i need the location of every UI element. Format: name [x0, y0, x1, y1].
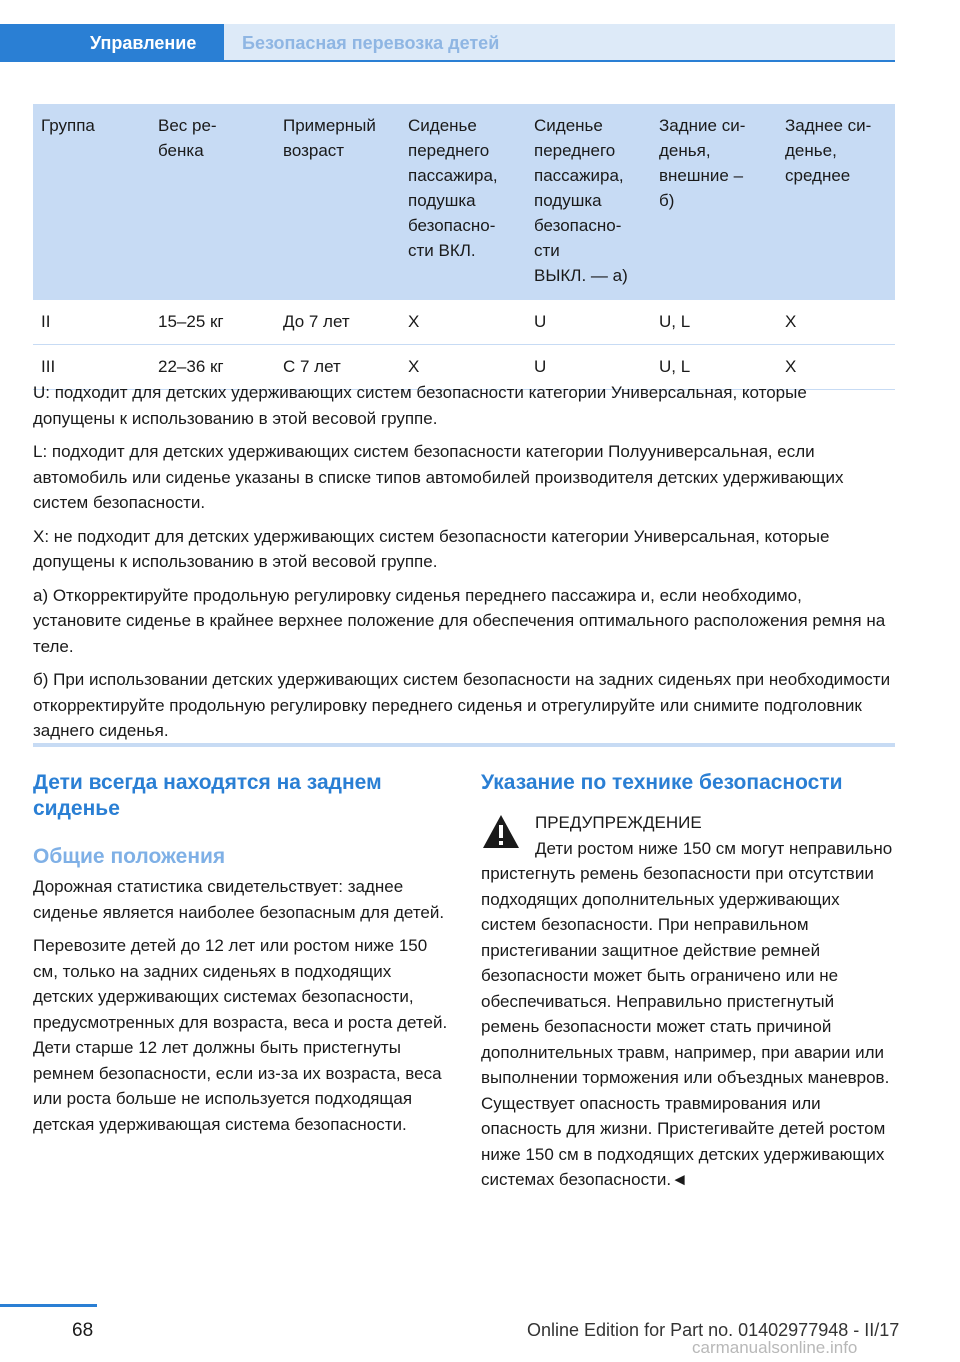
- table-cell: X: [400, 300, 526, 345]
- section-heading: Дети всегда находятся на заднем сиденье: [33, 771, 382, 820]
- warning-text: Дети ростом ниже 150 см могут неправильно пристегнуть ремень безопасности при отсутствии подходящих дополнительных удерживающих систем безопасности. При неправильном пристегивании защитное действие ремней безопасности может быть ограничено или не обеспечиваться. Неправильно пристегнутый ремень безопасности может стать причиной дополнительных травм, например, при аварии или выполнении торможения или объездных маневров. Существует опасность травмирования или опасность для жизни. Пристегивайте детей ростом ниже 150 см в подходящих детских удерживающих системах безопасности.◄: [481, 838, 893, 1189]
- table-cell: X: [400, 345, 526, 390]
- table-cell: 22–36 кг: [150, 345, 275, 390]
- footer-rule: [0, 1304, 97, 1307]
- watermark: carmanualsonline.info: [692, 1338, 858, 1357]
- paragraph: Перевозите детей до 12 лет или ростом ниже 150 см, только на задних сиденьях в подходящих детских удерживающих системах безопасности, предусмотренных для возраста, веса и роста детей. Дети старше 12 лет должны быть пристегнуты ремнем безопасности, если из-за их возраста, веса или роста больше не используется подходящая детская удерживающая система безопасности.: [33, 936, 448, 1134]
- warning-title: ПРЕДУПРЕЖДЕНИЕ: [535, 813, 702, 832]
- table-header-cell: Вес ре- бенка: [150, 104, 275, 300]
- table-row: [33, 300, 895, 345]
- table-cell: До 7 лет: [275, 300, 400, 345]
- header-divider: [0, 60, 895, 62]
- note-x: X: не подходит для детских удерживающих систем безопасности категории Универсальная, которые допущены к использованию в этой весовой группе.: [33, 526, 830, 571]
- note-u: U: подходит для детских удерживающих систем безопасности категории Универсальная, которые допущены к использованию в этой весовой группе.: [33, 383, 807, 428]
- table-header-cell: Задние си- денья, внешние – б): [651, 104, 777, 300]
- warning-triangle-icon: [481, 812, 521, 852]
- table-header-cell: Группа: [33, 104, 150, 300]
- table-cell: X: [777, 300, 895, 345]
- table-cell: U, L: [651, 300, 777, 345]
- child-seat-table: [33, 104, 895, 390]
- edition-text: Online Edition for Part no. 01402977948 - II/17: [527, 1320, 900, 1340]
- table-cell: II: [33, 300, 150, 345]
- section-divider: [33, 743, 895, 747]
- warning-block: [481, 810, 896, 1193]
- page-header: [0, 0, 960, 62]
- paragraph: Дорожная статистика свидетельствует: заднее сиденье является наиболее безопасным для детей.: [33, 877, 445, 922]
- table-cell: U: [526, 300, 651, 345]
- subsection-heading: Общие положения: [33, 845, 226, 868]
- right-column: [481, 770, 896, 1193]
- left-column: [33, 770, 448, 1145]
- table-cell: X: [777, 345, 895, 390]
- note-b: б) При использовании детских удерживающих систем безопасности на задних сиденьях при необходимости откорректируйте продольную регулировку переднего сиденья и отрегулируйте или снимите подголовник заднего сиденья.: [33, 670, 891, 740]
- table-header-cell: Сиденье переднего пассажира, подушка безопасно- сти ВКЛ.: [400, 104, 526, 300]
- table-header-cell: Примерный возраст: [275, 104, 400, 300]
- table-header-cell: Заднее си- денье, среднее: [777, 104, 895, 300]
- table-cell: 15–25 кг: [150, 300, 275, 345]
- table-cell: U, L: [651, 345, 777, 390]
- page-number: 68: [72, 1320, 94, 1341]
- tab-child-safety[interactable]: Безопасная перевозка детей: [224, 24, 895, 62]
- note-a: а) Откорректируйте продольную регулировку сиденья переднего пассажира и, если необходимо, установите сиденье в крайнее верхнее положение для обеспечения оптимального расположения ремня на теле.: [33, 585, 886, 656]
- table-header-cell: Сиденье переднего пассажира, подушка безопасно- сти ВЫКЛ. — а): [526, 104, 651, 300]
- tab-control[interactable]: Управление: [0, 24, 224, 62]
- table-notes: [33, 380, 893, 752]
- note-l: L: подходит для детских удерживающих систем безопасности категории Полууниверсальная, если автомобиль или сиденье указаны в списке типов автомобилей производителя детских удерживающих систем безопасности.: [33, 442, 844, 512]
- section-heading: Указание по технике безопасности: [481, 771, 843, 794]
- table-header-row: [33, 104, 895, 300]
- table-cell: III: [33, 345, 150, 390]
- table-cell: U: [526, 345, 651, 390]
- table-cell: С 7 лет: [275, 345, 400, 390]
